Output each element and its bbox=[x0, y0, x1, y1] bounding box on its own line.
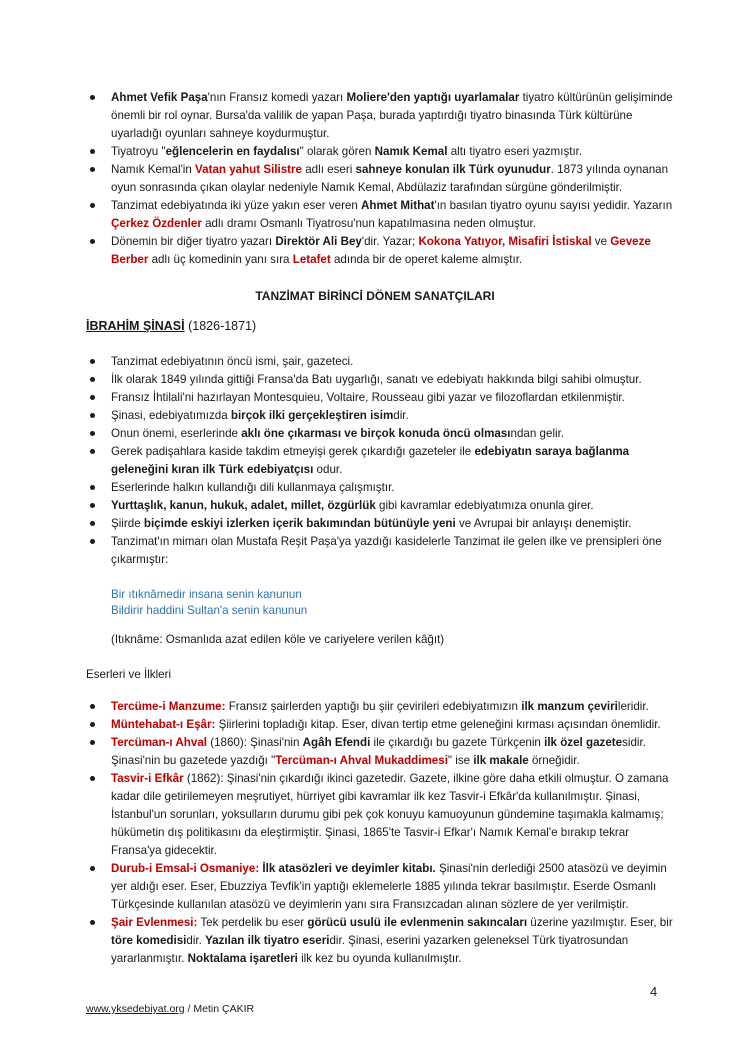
bold-text: Yurttaşlık, kanun, hukuk, adalet, millet, özgürlük bbox=[111, 499, 376, 512]
text-run: odur. bbox=[313, 463, 343, 476]
text-run: tiyatro kültürünün gelişiminde önemli bir rol oynar. Bursa'da valilik de yapan Paşa, burada yaptırdığı tiyatro binasında Türk kültürüne uyarladığı oyunları sahneye koydurmuştur. bbox=[111, 91, 673, 140]
theatre-list bbox=[86, 89, 676, 269]
bold-text: Agâh Efendi bbox=[302, 736, 371, 749]
text-run: örneğidir. bbox=[528, 754, 580, 767]
text-run: . 1873 yılında oynanan oyun sonrasında çıkan olaylar nedeniyle Namık Kemal, Abdülaziz tarafından sürgüne gönderilmiştir. bbox=[111, 163, 669, 194]
highlight-text: Şair Evlenmesi: bbox=[111, 916, 198, 929]
text-run: adında bir de operet kaleme almıştır. bbox=[330, 253, 523, 266]
bullet-item bbox=[86, 770, 676, 860]
text-run: Gerek padişahlara kaside takdim etmeyişi gerek çıkardığı gazeteler ile bbox=[111, 445, 475, 458]
bullet-item bbox=[86, 407, 676, 425]
highlight-text: Vatan yahut Silistre bbox=[195, 163, 303, 176]
highlight-text: Tercüme-i Manzume: bbox=[111, 700, 226, 713]
bold-text: aklı öne çıkarması ve birçok konuda öncü olması bbox=[241, 427, 511, 440]
bullet-item bbox=[86, 698, 676, 716]
text-run: dir. bbox=[186, 934, 206, 947]
text-run: ve Avrupai bir anlayışı denemiştir. bbox=[455, 517, 632, 530]
bold-text: Yazılan ilk tiyatro eseri bbox=[205, 934, 330, 947]
bold-text: eğlencelerin en faydalısı bbox=[165, 145, 300, 158]
highlight-text: Müntehabat-ı Eşâr: bbox=[111, 718, 216, 731]
bullet-item bbox=[86, 425, 676, 443]
bullet-item bbox=[86, 860, 676, 914]
website-link[interactable]: www.yksedebiyat.org bbox=[86, 1003, 185, 1015]
bold-text: Ahmet Mithat bbox=[361, 199, 435, 212]
text-run: leridir. bbox=[617, 700, 649, 713]
bold-text: Direktör Ali Bey bbox=[275, 235, 362, 248]
highlight-text: Geveze Berber bbox=[111, 235, 651, 266]
text-run: Tanzimat edebiyatının öncü ismi, şair, gazeteci. bbox=[111, 355, 354, 368]
bold-text: görücü usulü ile evlenmenin sakıncaları bbox=[307, 916, 528, 929]
text-run: sidir. Şinasi'nin bu gazetede yazdığı " bbox=[111, 736, 646, 767]
bullet-item bbox=[86, 479, 676, 497]
author-credit: / Metin ÇAKIR bbox=[184, 1003, 255, 1015]
text-run: ile çıkardığı bu gazete Türkçenin bbox=[370, 736, 545, 749]
bold-text: töre komedisi bbox=[111, 934, 187, 947]
bold-text: edebiyatın saraya bağlanma geleneğini kıran ilk Türk edebiyatçısı bbox=[111, 445, 630, 476]
author-name: İBRAHİM ŞİNASİ bbox=[86, 319, 185, 333]
text-run: Onun önemi, eserlerinde bbox=[111, 427, 242, 440]
bullet-item bbox=[86, 734, 676, 770]
bold-text: Namık Kemal bbox=[374, 145, 448, 158]
bullet-item bbox=[86, 233, 676, 269]
text-run: ndan gelir. bbox=[510, 427, 565, 440]
highlight-text: Tercüman-ı Ahval bbox=[111, 736, 207, 749]
text-run: Fransız İhtilali'ni hazırlayan Montesquieu, Voltaire, Rousseau gibi yazar ve filozoflardan etkilenmiştir. bbox=[111, 391, 625, 404]
bullet-item bbox=[86, 197, 676, 233]
bullet-item bbox=[86, 89, 676, 143]
text-run: ilk kez bu oyunda kullanılmıştır. bbox=[297, 952, 462, 965]
bullet-item bbox=[86, 371, 676, 389]
text-run: Tek perdelik bu eser bbox=[197, 916, 308, 929]
text-run: (1860): Şinasi'nin bbox=[207, 736, 303, 749]
text-run: Dönemin bir diğer tiyatro yazarı bbox=[111, 235, 276, 248]
works-list bbox=[86, 698, 676, 968]
works-heading: Eserleri ve İlkleri bbox=[86, 668, 172, 681]
text-run: 'ın basılan tiyatro oyunu sayısı yedidir. Yazarın bbox=[434, 199, 673, 212]
bullet-item bbox=[86, 443, 676, 479]
bullet-item bbox=[86, 161, 676, 197]
bold-text: ilk makale bbox=[473, 754, 529, 767]
bold-text: Ahmet Vefik Paşa bbox=[111, 91, 208, 104]
text-run: dir. bbox=[393, 409, 409, 422]
text-run: 'nın Fransız komedi yazarı bbox=[207, 91, 347, 104]
bold-text: ilk özel gazete bbox=[544, 736, 623, 749]
bullet-item bbox=[86, 515, 676, 533]
text-run: (1862): Şinasi'nin çıkardığı ikinci gazetedir. Gazete, ilkine göre daha etkili olmuştur. O zamana kadar dile getirilemeyen meşrutiyet, hürriyet gibi kavramlar ilk kez Tasvir-i Efkâr'da kullanılmıştır. Şinasi, İstanbul'un sorunları, yoksulların durumu gibi pek çok konuyu kamuoyunun gündemine taşımakla kalmamış; hükümetin dış politikasını da eleştirmiştir. Şinasi, 1865'te Tasvir-i Efkar'ı Namık Kemal'e bırakıp tekrar Fransa'ya gidecektir. bbox=[111, 772, 669, 857]
bold-text: Noktalama işaretleri bbox=[187, 952, 298, 965]
text-run: " ise bbox=[447, 754, 474, 767]
bullet-item bbox=[86, 353, 676, 371]
bullet-item bbox=[86, 143, 676, 161]
text-run: Tanzimat'ın mimarı olan Mustafa Reşit Paşa'ya yazdığı kasidelerle Tanzimat ile gelen ilke ve prensipleri öne çıkarmıştır: bbox=[111, 535, 662, 566]
text-run: Eserlerinde halkın kullandığı dili kullanmaya çalışmıştır. bbox=[111, 481, 395, 494]
bold-text: İlk atasözleri ve deyimler kitabı. bbox=[262, 862, 436, 875]
highlight-text: Tercüman-ı Ahval Mukaddimesi bbox=[275, 754, 448, 767]
text-run: Şinasi'nin derlediği 2500 atasözü ve deyimin yer aldığı eser. Eser, Ebuzziya Tevfik'in yaptığı eklemelerle 1885 yılında tekrar basılmıştır. Eserde Osmanlı Türkçesinde kullanılan atasözü ve deyimlerin yanı sıra Fransızcadan alınan sözlere de yer verilmiştir. bbox=[111, 862, 667, 911]
text-run: Şinasi, edebiyatımızda bbox=[111, 409, 231, 422]
bold-text: biçimde eskiyi izlerken içerik bakımından bütünüyle yeni bbox=[143, 517, 456, 530]
text-run: dir. Şinasi, eserini yazarken geleneksel Türk tiyatrosundan yararlanmıştır. bbox=[111, 934, 629, 965]
couplet-line: Bildirir haddini Sultan'a senin kanunun bbox=[111, 604, 308, 617]
text-run: adlı dramı Osmanlı Tiyatrosu'nun kapatılmasına neden olmuştur. bbox=[201, 217, 536, 230]
bullet-item bbox=[86, 497, 676, 515]
author-heading bbox=[86, 319, 256, 333]
bold-text: ilk manzum çeviri bbox=[521, 700, 618, 713]
text-run: 'dir. Yazar; bbox=[361, 235, 419, 248]
footer bbox=[86, 1003, 254, 1015]
text-run: Tiyatroyu " bbox=[111, 145, 166, 158]
sinasi-facts-list bbox=[86, 353, 676, 569]
page-number: 4 bbox=[650, 984, 658, 999]
bullet-item bbox=[86, 533, 676, 569]
glossary-note: (Itıknâme: Osmanlıda azat edilen köle ve cariyelere verilen kâğıt) bbox=[111, 633, 445, 646]
highlight-text: Durub-i Emsal-i Osmaniye: bbox=[111, 862, 260, 875]
bullet-item bbox=[86, 389, 676, 407]
bullet-item bbox=[86, 716, 676, 734]
bold-text: birçok ilki gerçekleştiren isim bbox=[230, 409, 394, 422]
section-title: TANZİMAT BİRİNCİ DÖNEM SANATÇILARI bbox=[255, 289, 495, 303]
couplet bbox=[111, 587, 307, 619]
bullet-item bbox=[86, 914, 676, 968]
text-run: adlı eseri bbox=[302, 163, 356, 176]
highlight-text: Letafet bbox=[292, 253, 331, 266]
bold-text: sahneye konulan ilk Türk oyunudur bbox=[355, 163, 551, 176]
highlight-text: Kokona Yatıyor, Misafiri İstiskal bbox=[418, 235, 592, 248]
text-run: Fransız şairlerden yaptığı bu şiir çevirileri edebiyatımızın bbox=[225, 700, 522, 713]
text-run: ve bbox=[591, 235, 611, 248]
text-run: altı tiyatro eseri yazmıştır. bbox=[447, 145, 583, 158]
author-years: (1826-1871) bbox=[184, 319, 257, 333]
text-run: " olarak gören bbox=[299, 145, 375, 158]
highlight-text: Çerkez Özdenler bbox=[111, 217, 202, 230]
text-run: gibi kavramlar edebiyatımıza onunla girer. bbox=[375, 499, 594, 512]
text-run: Şiirlerini topladığı kitap. Eser, divan tertip etme geleneğini kırması açısından önemlidir. bbox=[215, 718, 661, 731]
text-run: Namık Kemal'in bbox=[111, 163, 196, 176]
highlight-text: Tasvir-i Efkâr bbox=[111, 772, 184, 785]
text-run: üzerine yazılmıştır. Eser, bir bbox=[527, 916, 673, 929]
text-run: Tanzimat edebiyatında iki yüze yakın eser veren bbox=[111, 199, 362, 212]
couplet-line: Bir ıtıknâmedir insana senin kanunun bbox=[111, 588, 302, 601]
bold-text: Moliere'den yaptığı uyarlamalar bbox=[346, 91, 520, 104]
text-run: Şiirde bbox=[111, 517, 144, 530]
text-run: İlk olarak 1849 yılında gittiği Fransa'da Batı uygarlığı, sanatı ve edebiyatı hakkında bilgi sahibi olmuştur. bbox=[111, 373, 642, 386]
text-run: adlı üç komedinin yanı sıra bbox=[148, 253, 293, 266]
